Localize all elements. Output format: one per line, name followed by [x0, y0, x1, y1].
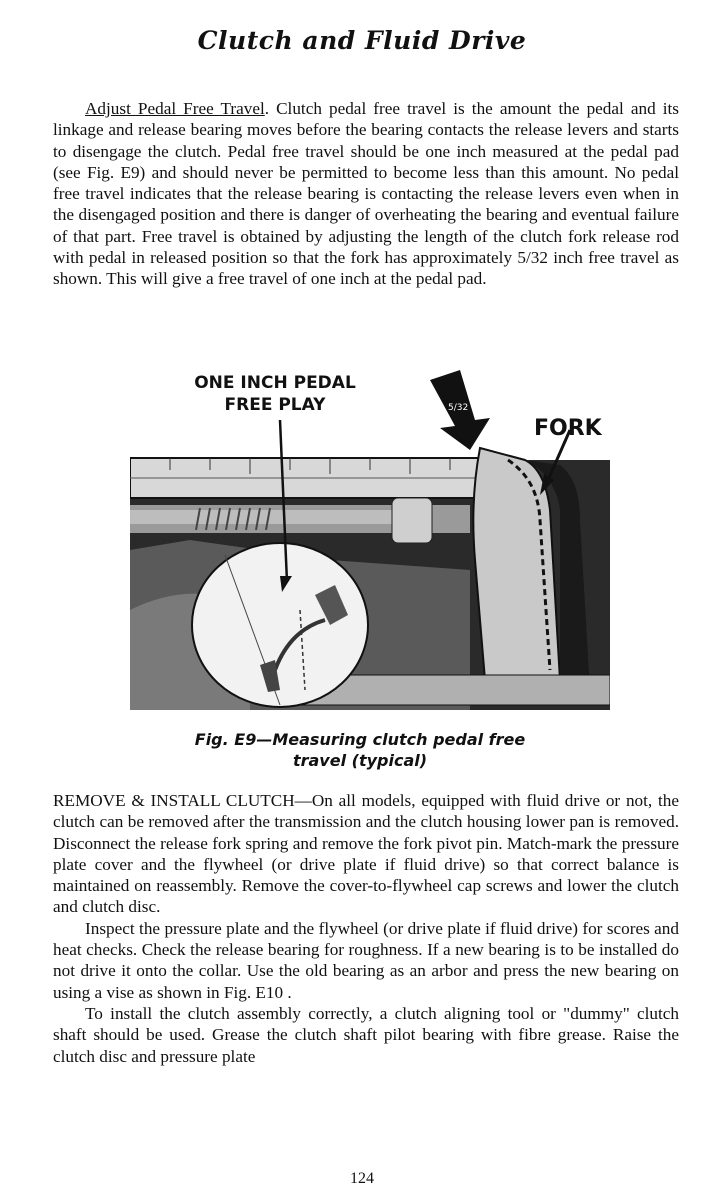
figure-label-pedal-line2: FREE PLAY [224, 395, 326, 415]
paragraph-adjust-pedal [53, 98, 679, 290]
figure-caption [130, 729, 590, 771]
paragraph-remove-install: REMOVE & INSTALL CLUTCH—On all models, equipped with fluid drive or not, the clutch can be removed after the transmission and the clutch housing lower pan is removed. Disconnect the release fork spring and remove the fork pivot pin. Match-mark the pressure plate cover and the flywheel (or drive plate if fluid drive) so that correct balance is maintained on reassembly. Remove the cover-to-flywheel cap screws and lower the clutch and clutch disc. [53, 791, 679, 917]
figure-caption-line2: travel (typical) [292, 751, 428, 770]
section-remove-install-clutch [53, 790, 679, 1067]
figure-label-fork: FORK [534, 416, 602, 441]
arrow-label: 5/32 [448, 403, 469, 413]
paragraph-adjust-pedal-body: . Clutch pedal free travel is the amount the pedal and its linkage and release bearing moves before the bearing contacts the release levers and starts to disengage the clutch. Pedal free travel should be one inch measured at the pedal pad (see Fig. E9) and should never be permitted to become less than this amount. No pedal free travel indicates that the release bearing is contacting the release levers even when in the disengaged position and there is danger of overheating the bearing and eventual failure of that part. Free travel is obtained by adjusting the length of the clutch fork release rod with pedal in released position so that the fork has approximately 5/32 inch free travel as shown. This will give a free travel of one inch at the pedal pad. [53, 99, 679, 289]
page-number: 124 [350, 1170, 374, 1187]
figure-label-pedal-line1: ONE INCH PEDAL [194, 373, 356, 393]
paragraph-inspect: Inspect the pressure plate and the flywheel (or drive plate if fluid drive) for scores and heat checks. Check the release bearing for roughness. If a new bearing is to be installed do not drive it onto the collar. Use the old bearing as an arbor and press the new bearing on using a vise as shown in Fig. E10 . [53, 918, 679, 1002]
paragraph-install: To install the clutch assembly correctly, a clutch aligning tool or "dummy" clutch shaft should be used. Grease the clutch shaft pilot bearing with fibre grease. Raise the clutch disc and pressure plate [53, 1003, 679, 1066]
figure-caption-line1: Fig. E9—Measuring clutch pedal free [194, 730, 526, 749]
section-heading-adjust-pedal: Adjust Pedal Free Travel [85, 99, 265, 118]
page-header-title: Clutch and Fluid Drive [197, 26, 527, 55]
figure-label-pedal-free-play [180, 372, 370, 416]
